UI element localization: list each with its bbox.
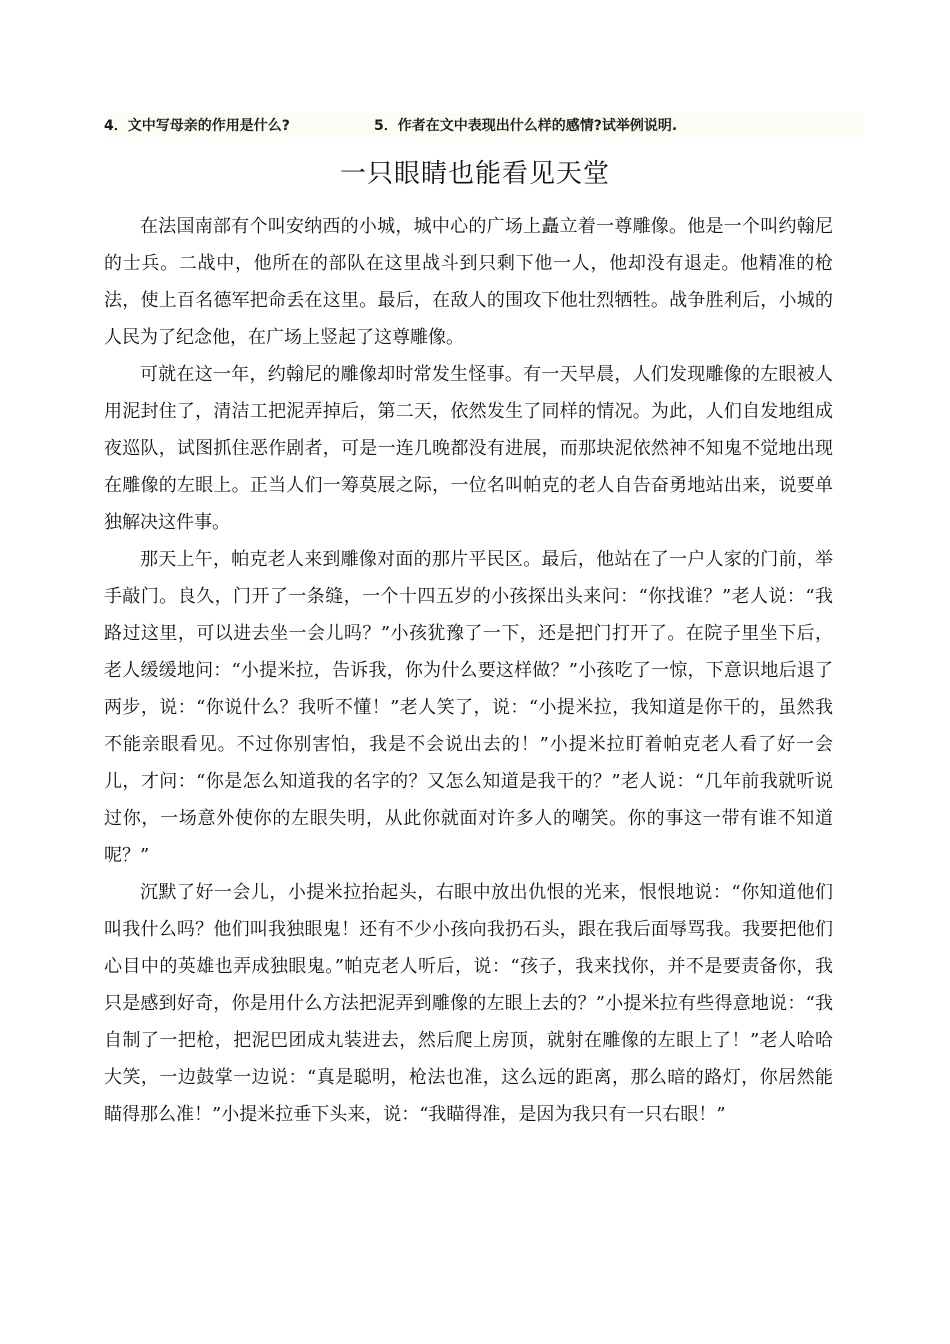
- paragraph: 可就在这一年，约翰尼的雕像却时常发生怪事。有一天早晨，人们发现雕像的左眼被人用泥封住了，清洁工把泥弄掉后，第二天，依然发生了同样的情况。为此，人们自发地组成夜巡队，试图抓住恶作剧者，可是一连几晚都没有进展，而那块泥依然神不知鬼不觉地出现在雕像的左眼上。正当人们一筹莫展之际，一位名叫帕克的老人自告奋勇地站出来，说要单独解决这件事。: [104, 364, 833, 533]
- paragraph: 那天上午，帕克老人来到雕像对面的那片平民区。最后，他站在了一户人家的门前，举手敲门。良久，门开了一条缝，一个十四五岁的小孩探出头来问：“你找谁？”老人说：“我路过这里，可以进去坐一会儿吗？”小孩犹豫了一下，还是把门打开了。在院子里坐下后，老人缓缓地问：“小提米拉，告诉我，你为什么要这样做？”小孩吃了一惊，下意识地后退了两步，说：“你说什么？我听不懂！”老人笑了，说：“小提米拉，我知道是你干的，虽然我不能亲眼看见。不过你别害怕，我是不会说出去的！”小提米拉盯着帕克老人看了好一会儿，才问：“你是怎么知道我的名字的？又怎么知道是我干的？”老人说：“几年前我就听说过你，一场意外使你的左眼失明，从此你就面对许多人的嘲笑。你的事这一带有谁不知道呢？”: [104, 549, 833, 866]
- article-title: 一只眼睛也能看见天堂: [339, 159, 610, 189]
- paragraph: 在法国南部有个叫安纳西的小城，城中心的广场上矗立着一尊雕像。他是一个叫约翰尼的士兵。二战中，他所在的部队在这里战斗到只剩下他一人，他却没有退走。他精准的枪法，使上百名德军把命丢在这里。最后，在敌人的围攻下他壮烈牺牲。战争胜利后，小城的人民为了纪念他，在广场上竖起了这尊雕像。: [104, 216, 833, 348]
- article-body: [104, 208, 833, 1133]
- paragraph: 沉默了好一会儿，小提米拉抬起头，右眼中放出仇恨的光来，恨恨地说：“你知道他们叫我什么吗？他们叫我独眼鬼！还有不少小孩向我扔石头，跟在我后面辱骂我。我要把他们心目中的英雄也弄成独眼鬼。”帕克老人听后，说：“孩子，我来找你，并不是要责备你，我只是感到好奇，你是用什么方法把泥弄到雕像的左眼上去的？”小提米拉有些得意地说：“我自制了一把枪，把泥巴团成丸装进去，然后爬上房顶，就射在雕像的左眼上了！”老人哈哈大笑，一边鼓掌一边说：“真是聪明，枪法也准，这么远的距离，那么暗的路灯，你居然能瞄得那么准！”小提米拉垂下头来，说：“我瞄得准，是因为我只有一只右眼！”: [104, 882, 833, 1125]
- question-bar: [104, 113, 864, 137]
- question-5: 5．作者在文中表现出什么样的感情?试举例说明.: [374, 118, 678, 134]
- question-4: 4．文中写母亲的作用是什么?: [104, 118, 290, 134]
